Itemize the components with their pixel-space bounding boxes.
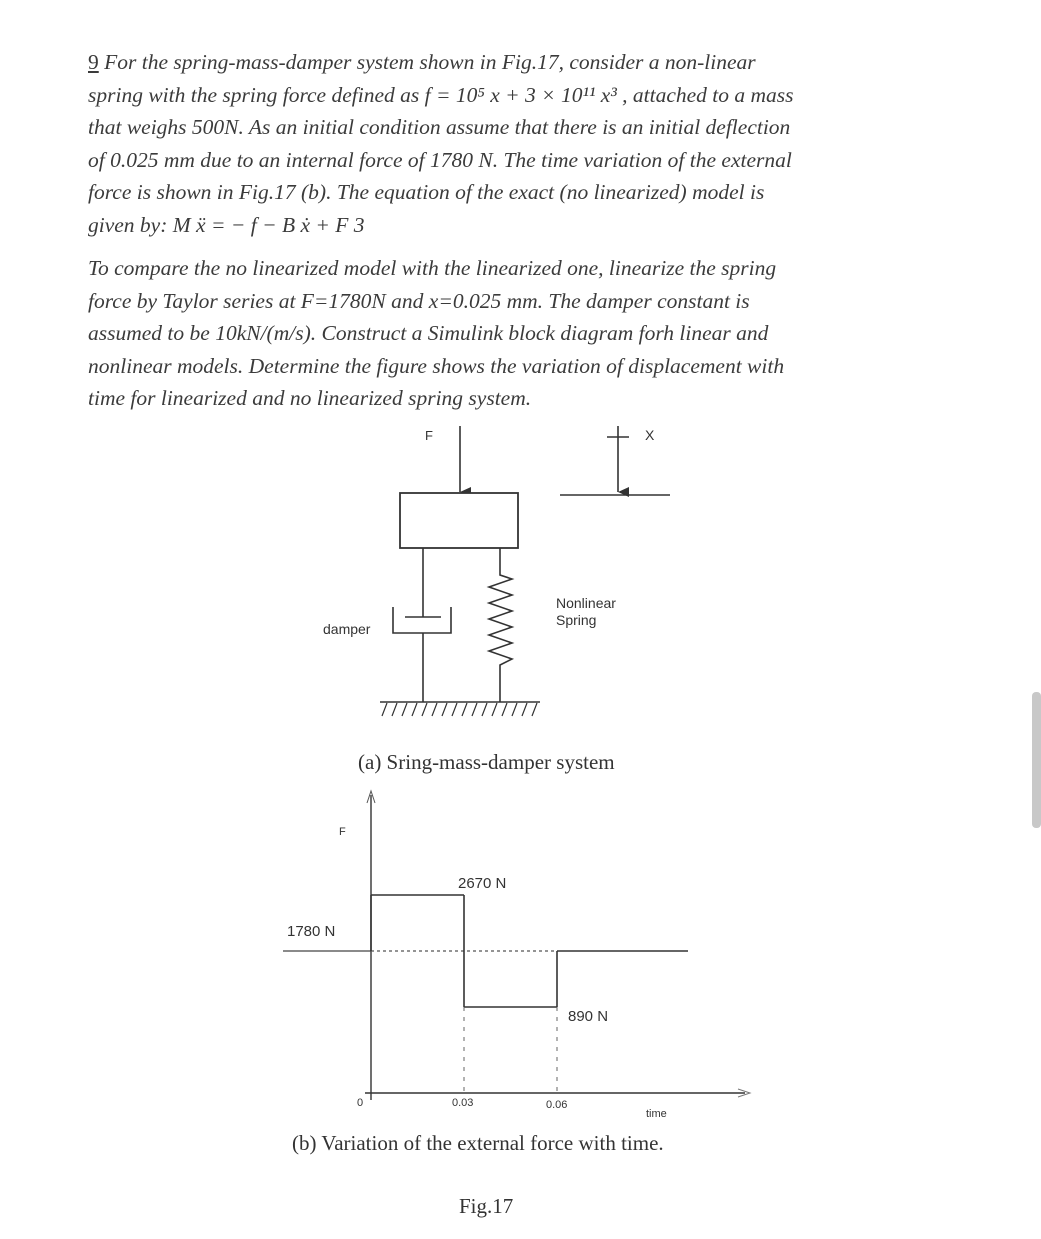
chart-axes	[365, 791, 750, 1100]
question-line-1: 9 For the spring-mass-damper system shown in Fig.17, consider a non-linear	[88, 50, 756, 74]
t2-tick-label: 0.06	[546, 1099, 568, 1111]
level-base-label: 1780 N	[287, 923, 336, 940]
figure-b-caption: (b) Variation of the external force with time.	[292, 1131, 664, 1155]
question-line-10: nonlinear models. Determine the figure shows the variation of displacement with	[88, 353, 785, 378]
question-number: 9	[88, 50, 99, 74]
figure-a-caption: (a) Sring-mass-damper system	[358, 750, 615, 774]
question-line-6: given by: M ẍ = − f − B ẋ + F 3	[88, 212, 365, 237]
y-axis-label: F	[339, 826, 346, 838]
chart-marks	[283, 895, 688, 1093]
question-line-2: spring with the spring force defined as f = 10⁵ x + 3 × 10¹¹ x³ , attached to a mass	[88, 82, 794, 107]
displacement-label: X	[645, 427, 655, 443]
question-line-8: force by Taylor series at F=1780N and x=0.025 mm. The damper constant is	[88, 288, 750, 313]
force-label: F	[425, 428, 433, 443]
damper-label: damper	[323, 621, 371, 637]
question-line-7: To compare the no linearized model with the linearized one, linearize the spring	[88, 256, 777, 280]
figure-caption: Fig.17	[459, 1194, 514, 1218]
question-line-11: time for linearized and no linearized spring system.	[88, 386, 532, 410]
spring-label-line-2: Spring	[556, 612, 597, 628]
spring-label-line-1: Nonlinear	[556, 595, 616, 611]
question-line-9: assumed to be 10kN/(m/s). Construct a Simulink block diagram forh linear and	[88, 321, 769, 345]
question-line-3: that weighs 500N. As an initial condition assume that there is an initial deflection	[88, 115, 791, 139]
x-axis-label: time	[646, 1108, 667, 1120]
question-line-4: of 0.025 mm due to an internal force of 1780 N. The time variation of the external	[88, 147, 792, 172]
t1-tick-label: 0.03	[452, 1097, 474, 1109]
scrollbar-thumb[interactable]	[1032, 692, 1041, 828]
level-low-label: 890 N	[568, 1008, 609, 1025]
origin-label: 0	[357, 1097, 364, 1109]
question-line-5: force is shown in Fig.17 (b). The equation of the exact (no linearized) model is	[88, 180, 765, 204]
level-high-label: 2670 N	[458, 875, 507, 892]
